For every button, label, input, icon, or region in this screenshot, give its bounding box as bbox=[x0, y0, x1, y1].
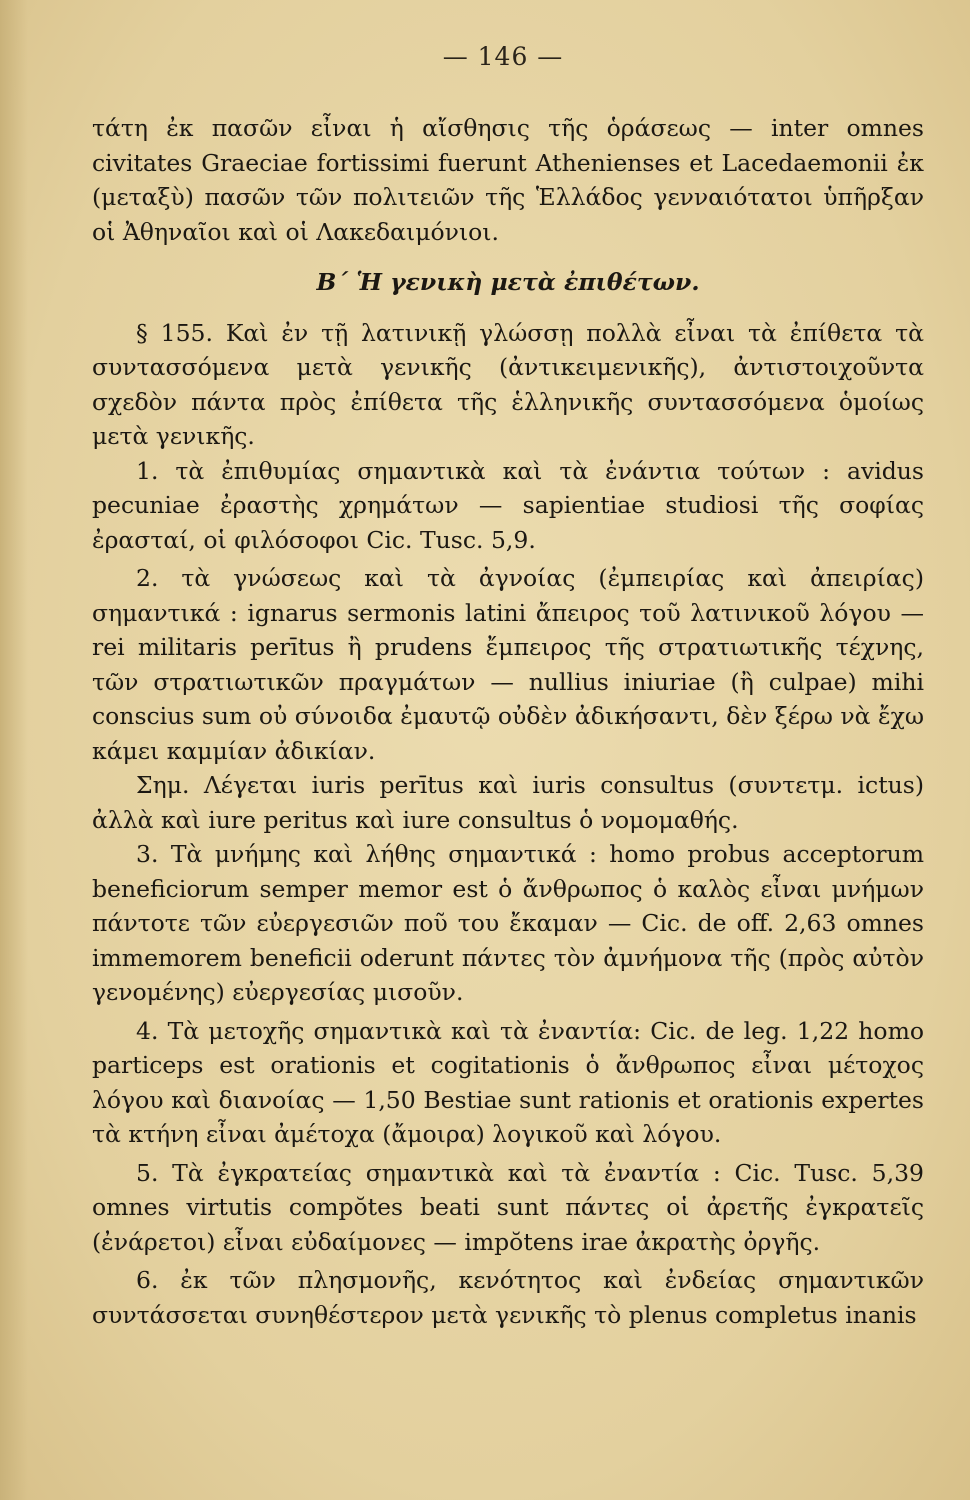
item-note: Σημ. Λέγεται iuris perītus καὶ iuris consultus (συντετμ. ictus) ἀλλὰ καὶ iure peritus καὶ iure consultus ὁ νομομαθής. bbox=[92, 771, 924, 834]
item-1-desire: 1. τὰ ἐπιθυμίας σημαντικὰ καὶ τὰ ἐνάντια τούτων : avidus pecuniae ἐραστὴς χρημάτων — sapientiae studiosi τῆς σοφίας ἐρασταί, οἱ φιλόσοφοι Cic. Tusc. 5,9. bbox=[92, 456, 924, 554]
section-heading: Β΄ Ἡ γενικὴ μετὰ ἐπιθέτων. bbox=[316, 268, 700, 296]
item-4-participation: 4. Τὰ μετοχῆς σημαντικὰ καὶ τὰ ἐναντία: Cic. de leg. 1,22 homo particeps est orationis et cogitationis ὁ ἄνθρωπος εἶναι μέτοχος λόγου καὶ διανοίας — 1,50 Bestiae sunt rationis et orationis expertes τὰ κτήνη εἶναι ἀμέτοχα (ἄμοιρα) λογικοῦ καὶ λόγου. bbox=[92, 1016, 924, 1148]
intro-paragraph: τάτη ἐκ πασῶν εἶναι ἡ αἴσθησις τῆς ὁράσεως — inter omnes civitates Graeciae fortissimi fuerunt Athenienses et Lacedaemonii ἐκ (μεταξὺ) πασῶν τῶν πολιτειῶν τῆς Ἑλλάδος γενναιότατοι ὑπῆρξαν οἱ Ἀθηναῖοι καὶ οἱ Λακεδαιμόνιοι. bbox=[92, 114, 924, 246]
section-155-paragraph: § 155. Καὶ ἐν τῇ λατινικῇ γλώσσῃ πολλὰ εἶναι τὰ ἐπίθετα τὰ συντασσόμενα μετὰ γενικῆς (ἀντικειμενικῆς), ἀντιστοιχοῦντα σχεδὸν πάντα πρὸς ἐπίθετα τῆς ἑλληνικῆς συντασσόμενα ὁμοίως μετὰ γενικῆς. bbox=[92, 318, 924, 450]
item-5-self-control: 5. Τὰ ἐγκρατείας σημαντικὰ καὶ τὰ ἐναντία : Cic. Tusc. 5,39 omnes virtutis compŏtes beati sunt πάντες οἱ ἀρετῆς ἐγκρατεῖς (ἐνάρετοι) εἶναι εὐδαίμονες — impŏtens irae ἀκρατὴς ὀργῆς. bbox=[92, 1158, 924, 1256]
page-spine-shadow bbox=[0, 0, 28, 1500]
page-number: — 146 — bbox=[442, 42, 564, 71]
item-3-memory: 3. Τὰ μνήμης καὶ λήθης σημαντικά : homo probus acceptorum beneficiorum semper memor est ὁ ἄνθρωπος ὁ καλὸς εἶναι μνήμων πάντοτε τῶν εὐεργεσιῶν ποῦ του ἔκαμαν — Cic. de off. 2,63 omnes immemorem beneficii oderunt πάντες τὸν ἀμνήμονα τῆς (πρὸς αὐτὸν γενομένης) εὐεργεσίας μισοῦν. bbox=[92, 840, 924, 1006]
item-6-fullness: 6. ἐκ τῶν πλησμονῆς, κενότητος καὶ ἐνδείας σημαντικῶν συντάσσεται συνηθέστερον μετὰ γενικῆς τὸ plenus completus inanis bbox=[92, 1266, 924, 1329]
item-2-knowledge: 2. τὰ γνώσεως καὶ τὰ ἀγνοίας (ἐμπειρίας καὶ ἀπειρίας) σημαντικά : ignarus sermonis latini ἄπειρος τοῦ λατινικοῦ λόγου — rei militaris perītus ἢ prudens ἔμπειρος τῆς στρατιωτικῆς τέχνης, τῶν στρατιωτικῶν πραγμάτων — nullius iniuriae (ἢ culpae) mihi conscius sum οὐ σύνοιδα ἐμαυτῷ οὐδὲν ἀδικήσαντι, δὲν ξέρω νὰ ἔχω κάμει καμμίαν ἀδικίαν. bbox=[92, 564, 924, 765]
